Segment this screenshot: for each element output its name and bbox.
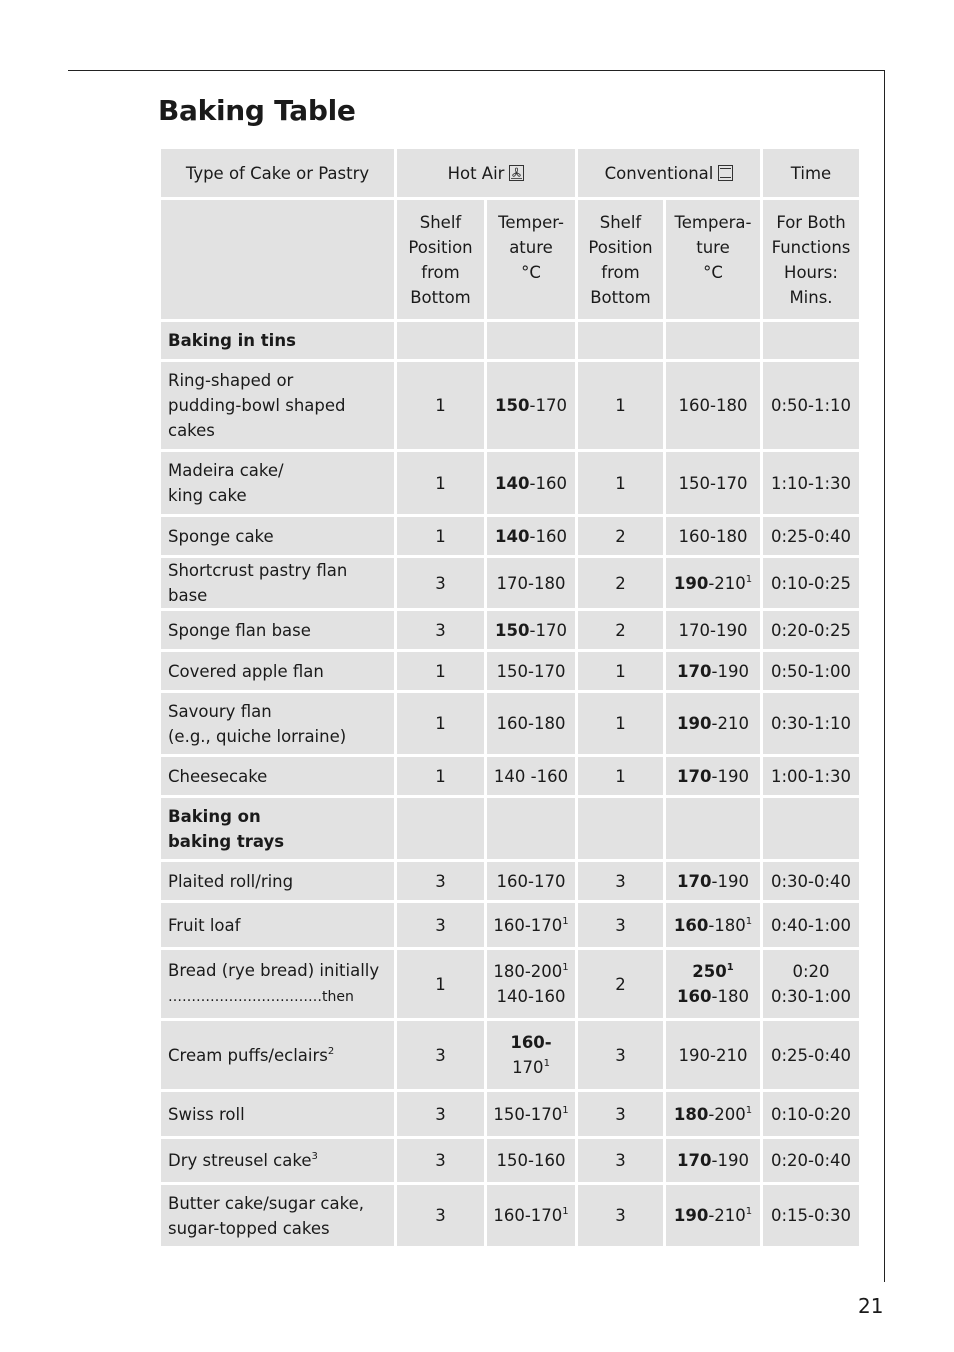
- table-row: [160, 1138, 861, 1184]
- cake-name: Fruit loaf: [160, 902, 396, 949]
- hot-air-shelf: 3: [396, 557, 486, 610]
- subheader-hot-air-temp: Temper- ature °C: [486, 199, 577, 321]
- conventional-shelf: 1: [577, 651, 665, 692]
- cake-name: Cream puffs/eclairs$^2$: [160, 1020, 396, 1091]
- hot-air-temperature: 160-180: [486, 692, 577, 756]
- hot-air-shelf: 3: [396, 1091, 486, 1138]
- table-row: [160, 516, 861, 557]
- conventional-shelf: 2: [577, 516, 665, 557]
- top-rule: [68, 70, 885, 71]
- hot-air-shelf: 3: [396, 861, 486, 902]
- conventional-temperature: 170-190: [665, 610, 762, 651]
- conventional-temperature: 160-180: [665, 361, 762, 451]
- conventional-shelf: 3: [577, 902, 665, 949]
- baking-time: 0:20 0:30-1:00: [762, 949, 861, 1020]
- baking-time: 0:40-1:00: [762, 902, 861, 949]
- header-hot-air: Hot Air: [396, 148, 577, 199]
- subheader-row: [160, 199, 861, 321]
- table-row: [160, 756, 861, 797]
- table-row: [160, 861, 861, 902]
- baking-time: 0:15-0:30: [762, 1184, 861, 1248]
- baking-time: 0:30-0:40: [762, 861, 861, 902]
- table-row: [160, 1184, 861, 1248]
- page-title: Baking Table: [158, 94, 356, 127]
- subheader-conventional-shelf: Shelf Position from Bottom: [577, 199, 665, 321]
- hot-air-shelf: 1: [396, 361, 486, 451]
- cake-name: Covered apple flan: [160, 651, 396, 692]
- table-row: [160, 1020, 861, 1091]
- conventional-shelf: 2: [577, 610, 665, 651]
- table-row: [160, 361, 861, 451]
- conventional-shelf: 2: [577, 557, 665, 610]
- conventional-shelf: 3: [577, 861, 665, 902]
- baking-time: 0:50-1:00: [762, 651, 861, 692]
- baking-time: 1:10-1:30: [762, 451, 861, 516]
- conventional-temperature: $250^1$ 160-180: [665, 949, 762, 1020]
- conventional-shelf: 3: [577, 1020, 665, 1091]
- cake-name: Savoury flan (e.g., quiche lorraine): [160, 692, 396, 756]
- hot-air-temperature: $160-170^1$: [486, 902, 577, 949]
- baking-time: 0:25-0:40: [762, 1020, 861, 1091]
- hot-air-temperature: 150-170: [486, 651, 577, 692]
- conventional-shelf: 2: [577, 949, 665, 1020]
- header-row: [160, 148, 861, 199]
- conventional-temperature: 170-190: [665, 861, 762, 902]
- conventional-shelf: 1: [577, 692, 665, 756]
- hot-air-temperature: 150-170: [486, 610, 577, 651]
- cake-name: Shortcrust pastry flan base: [160, 557, 396, 610]
- hot-air-shelf: 1: [396, 651, 486, 692]
- section-row: [160, 321, 861, 361]
- header-conventional: Conventional: [577, 148, 762, 199]
- baking-time: 0:10-0:20: [762, 1091, 861, 1138]
- table-row: [160, 651, 861, 692]
- subheader-time: For Both Functions Hours: Mins.: [762, 199, 861, 321]
- cake-name: Sponge cake: [160, 516, 396, 557]
- table-row: [160, 949, 861, 1020]
- table-row: [160, 557, 861, 610]
- baking-time: 0:30-1:10: [762, 692, 861, 756]
- hot-air-shelf: 1: [396, 516, 486, 557]
- baking-time: 0:10-0:25: [762, 557, 861, 610]
- conventional-temperature: 170-190: [665, 651, 762, 692]
- page-number: 21: [858, 1294, 884, 1318]
- section-title: Baking on baking trays: [160, 797, 396, 861]
- conventional-temperature: 170-190: [665, 756, 762, 797]
- hot-air-temperature: 160- $170^1$: [486, 1020, 577, 1091]
- baking-time: 0:25-0:40: [762, 516, 861, 557]
- section-title: Baking in tins: [160, 321, 396, 361]
- table-row: [160, 902, 861, 949]
- hot-air-shelf: 1: [396, 949, 486, 1020]
- conventional-temperature: $190-210^1$: [665, 557, 762, 610]
- baking-time: 0:20-0:25: [762, 610, 861, 651]
- right-margin-rule: [884, 70, 885, 1282]
- subheader-empty: [160, 199, 396, 321]
- hot-air-temperature: $180-200^1$ 140-160: [486, 949, 577, 1020]
- cake-name: Dry streusel cake$^3$: [160, 1138, 396, 1184]
- hot-air-temperature: $160-170^1$: [486, 1184, 577, 1248]
- hot-air-temperature: 150-170: [486, 361, 577, 451]
- conventional-shelf: 1: [577, 451, 665, 516]
- hot-air-shelf: 3: [396, 610, 486, 651]
- baking-time: 0:50-1:10: [762, 361, 861, 451]
- subheader-conventional-temp: Tempera- ture °C: [665, 199, 762, 321]
- hot-air-shelf: 3: [396, 1184, 486, 1248]
- hot-air-temperature: 160-170: [486, 861, 577, 902]
- hot-air-shelf: 3: [396, 1020, 486, 1091]
- conventional-temperature: 160-180: [665, 516, 762, 557]
- table-row: [160, 1091, 861, 1138]
- conventional-temperature: 170-190: [665, 1138, 762, 1184]
- table-row: [160, 610, 861, 651]
- baking-time: 0:20-0:40: [762, 1138, 861, 1184]
- hot-air-temperature: 140-160: [486, 451, 577, 516]
- cake-name: Plaited roll/ring: [160, 861, 396, 902]
- hot-air-shelf: 3: [396, 902, 486, 949]
- top-bottom-heat-icon: [718, 165, 733, 181]
- conventional-temperature: $180-200^1$: [665, 1091, 762, 1138]
- cake-name: Ring-shaped or pudding-bowl shaped cakes: [160, 361, 396, 451]
- subheader-hot-air-shelf: Shelf Position from Bottom: [396, 199, 486, 321]
- table-body: [160, 321, 861, 1248]
- section-row: [160, 797, 861, 861]
- conventional-shelf: 3: [577, 1091, 665, 1138]
- conventional-shelf: 3: [577, 1138, 665, 1184]
- conventional-temperature: $190-210^1$: [665, 1184, 762, 1248]
- hot-air-shelf: 1: [396, 692, 486, 756]
- cake-name: Madeira cake/ king cake: [160, 451, 396, 516]
- conventional-temperature: $160-180^1$: [665, 902, 762, 949]
- fan-icon: [509, 165, 524, 181]
- hot-air-temperature: $150-170^1$: [486, 1091, 577, 1138]
- cake-name: Swiss roll: [160, 1091, 396, 1138]
- hot-air-shelf: 1: [396, 451, 486, 516]
- hot-air-shelf: 3: [396, 1138, 486, 1184]
- header-type: Type of Cake or Pastry: [160, 148, 396, 199]
- hot-air-temperature: 150-160: [486, 1138, 577, 1184]
- hot-air-temperature: 140 -160: [486, 756, 577, 797]
- hot-air-temperature: 140-160: [486, 516, 577, 557]
- hot-air-temperature: 170-180: [486, 557, 577, 610]
- conventional-temperature: 190-210: [665, 1020, 762, 1091]
- cake-name: Cheesecake: [160, 756, 396, 797]
- cake-name: Butter cake/sugar cake, sugar-topped cakes: [160, 1184, 396, 1248]
- hot-air-shelf: 1: [396, 756, 486, 797]
- conventional-temperature: 150-170: [665, 451, 762, 516]
- table-row: [160, 692, 861, 756]
- conventional-shelf: 1: [577, 361, 665, 451]
- conventional-shelf: 1: [577, 756, 665, 797]
- table-row: [160, 451, 861, 516]
- cake-name: Sponge flan base: [160, 610, 396, 651]
- cake-name: Bread (rye bread) initially ……………………………then: [160, 949, 396, 1020]
- header-time: Time: [762, 148, 861, 199]
- baking-table: [158, 146, 862, 1249]
- baking-time: 1:00-1:30: [762, 756, 861, 797]
- conventional-shelf: 3: [577, 1184, 665, 1248]
- conventional-temperature: 190-210: [665, 692, 762, 756]
